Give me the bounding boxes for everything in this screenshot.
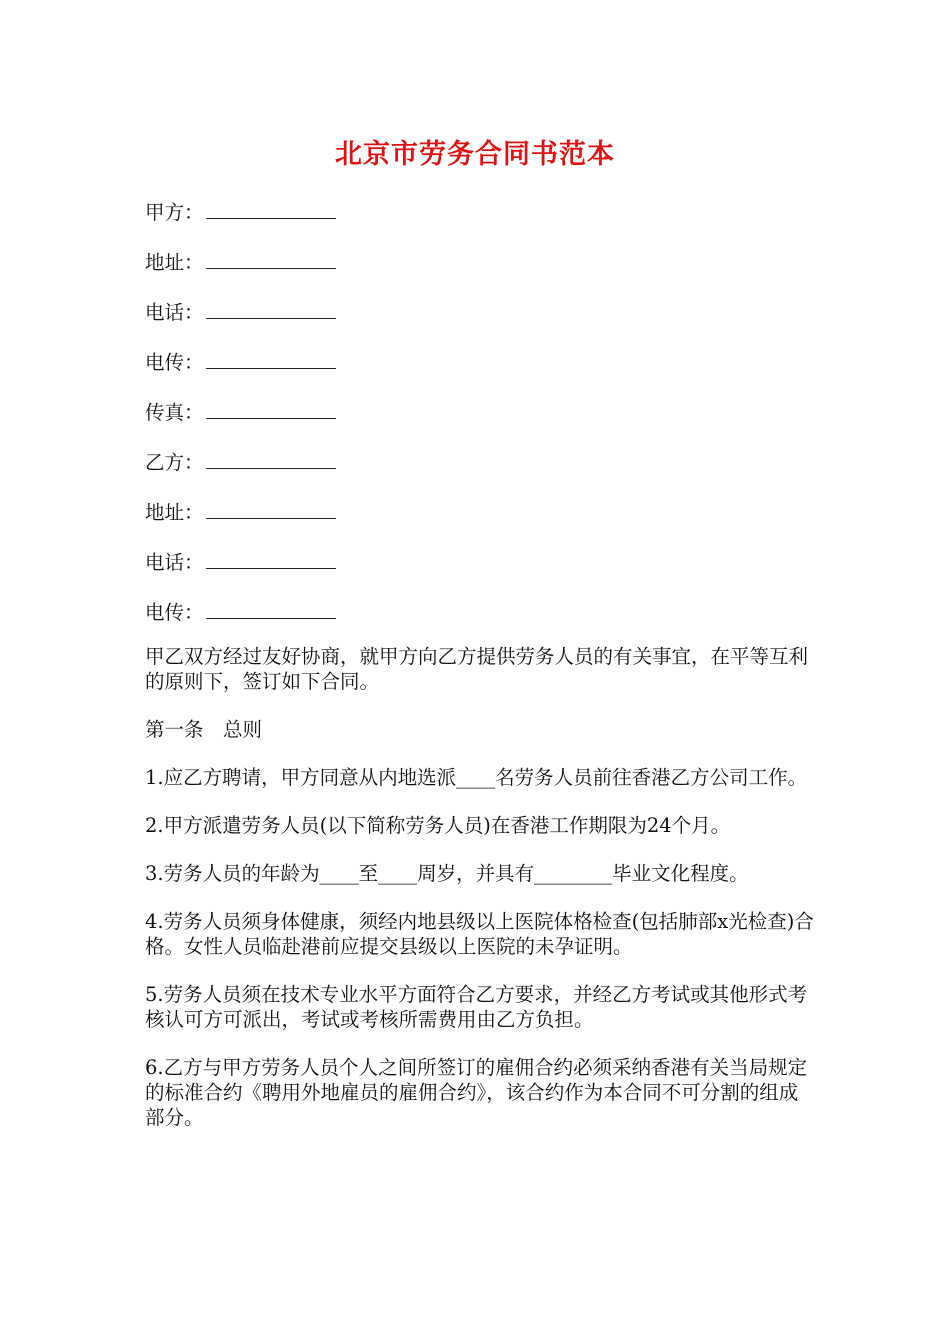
document-body bbox=[145, 198, 817, 1153]
clause-3: 3.劳务人员的年龄为____至____周岁，并具有________毕业文化程度。 bbox=[145, 862, 749, 885]
party-a-field bbox=[145, 198, 817, 248]
field-label: 乙方： bbox=[145, 451, 204, 474]
field-label: 传真： bbox=[145, 401, 204, 424]
party-b-address-field bbox=[145, 498, 817, 548]
section-heading: 第一条 总则 bbox=[145, 718, 263, 741]
field-label: 地址： bbox=[145, 251, 204, 274]
field-label: 电传： bbox=[145, 601, 204, 624]
blank-line bbox=[206, 448, 336, 469]
blank-line bbox=[206, 498, 336, 519]
party-a-telex-field bbox=[145, 348, 817, 398]
field-label: 电传： bbox=[145, 351, 204, 374]
field-label: 电话： bbox=[145, 551, 204, 574]
clause-4: 4.劳务人员须身体健康，须经内地县级以上医院体格检查(包括肺部x光检查)合格。女性人员临赴港前应提交县级以上医院的未孕证明。 bbox=[145, 910, 814, 958]
party-a-address-field bbox=[145, 248, 817, 298]
blank-line bbox=[206, 398, 336, 419]
blank-line bbox=[206, 348, 336, 369]
clause-6: 6.乙方与甲方劳务人员个人之间所签订的雇佣合约必须采纳香港有关当局规定的标准合约《聘用外地雇员的雇佣合约》，该合约作为本合同不可分割的组成部分。 bbox=[145, 1056, 808, 1129]
document-title: 北京市劳务合同书范本 bbox=[335, 139, 615, 170]
blank-line bbox=[206, 598, 336, 619]
party-a-fax-field bbox=[145, 398, 817, 448]
intro-paragraph: 甲乙双方经过友好协商，就甲方向乙方提供劳务人员的有关事宜，在平等互利的原则下，签订如下合同。 bbox=[145, 645, 809, 693]
field-label: 甲方： bbox=[145, 201, 204, 224]
party-a-phone-field bbox=[145, 298, 817, 348]
field-label: 电话： bbox=[145, 301, 204, 324]
blank-line bbox=[206, 548, 336, 569]
clause-5: 5.劳务人员须在技术专业水平方面符合乙方要求，并经乙方考试或其他形式考核认可方可派出，考试或考核所需费用由乙方负担。 bbox=[145, 983, 808, 1031]
party-b-field bbox=[145, 448, 817, 498]
party-b-telex-field bbox=[145, 598, 817, 644]
clause-2: 2.甲方派遣劳务人员(以下简称劳务人员)在香港工作期限为24个月。 bbox=[145, 814, 731, 837]
party-b-phone-field bbox=[145, 548, 817, 598]
clause-1: 1.应乙方聘请，甲方同意从内地选派____名劳务人员前往香港乙方公司工作。 bbox=[145, 766, 808, 789]
field-label: 地址： bbox=[145, 501, 204, 524]
blank-line bbox=[206, 198, 336, 219]
blank-line bbox=[206, 248, 336, 269]
blank-line bbox=[206, 298, 336, 319]
